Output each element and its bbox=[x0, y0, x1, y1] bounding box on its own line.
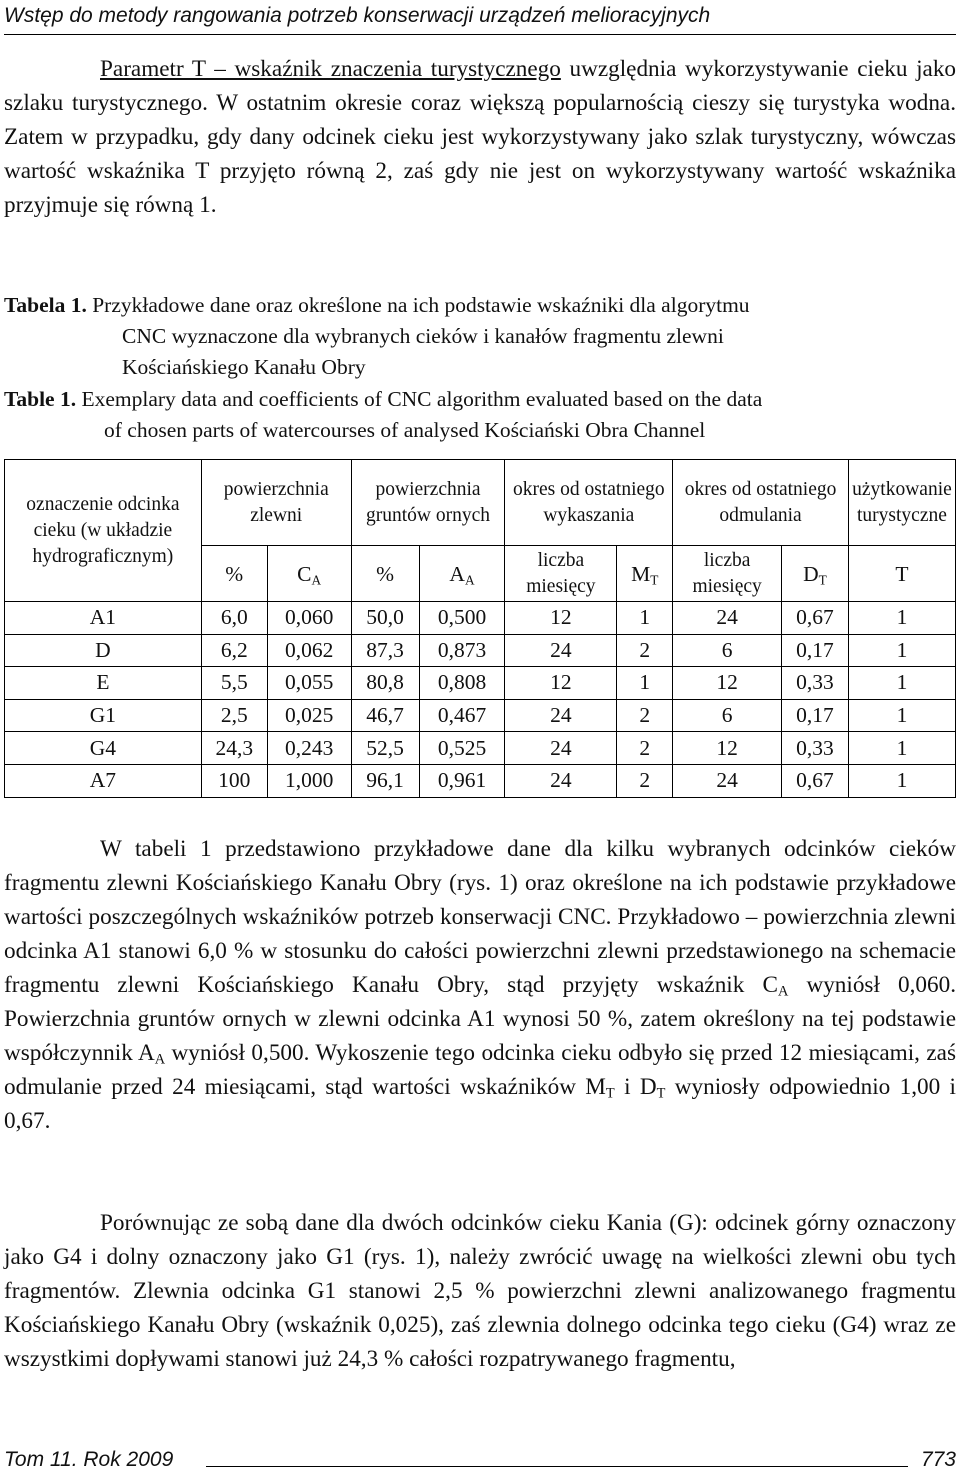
unit-ca: $C_A$ bbox=[267, 546, 351, 602]
table-cell: 12 bbox=[673, 732, 782, 765]
footer-journal: Tom 11. Rok 2009 bbox=[4, 1448, 174, 1471]
table-cell: 12 bbox=[505, 602, 617, 635]
header-arable-land: powierzchnia gruntów ornych bbox=[351, 460, 505, 546]
table-cell: 1 bbox=[848, 732, 955, 765]
table-cell: 24 bbox=[673, 602, 782, 635]
table-cell: 1 bbox=[617, 602, 673, 635]
table-cell: 12 bbox=[673, 667, 782, 700]
table-cell: 12 bbox=[505, 667, 617, 700]
caption-text: CNC wyznaczone dla wybranych cieków i kanałów fragmentu zlewni bbox=[122, 324, 724, 348]
caption-text: of chosen parts of watercourses of analysed Kościański Obra Channel bbox=[104, 418, 706, 442]
table-cell: 0,525 bbox=[419, 732, 505, 765]
table-cell: E bbox=[5, 667, 202, 700]
table-cell: 2 bbox=[617, 764, 673, 797]
table-cell: 0,67 bbox=[782, 764, 849, 797]
unit-percent: % bbox=[201, 546, 267, 602]
header-section: oznaczenie odcinka cieku (w układzie hydrograficznym) bbox=[5, 460, 202, 602]
table-cell: 100 bbox=[201, 764, 267, 797]
unit-mt: $M_T$ bbox=[617, 546, 673, 602]
table-cell: 0,17 bbox=[782, 634, 849, 667]
table-cell: 0,055 bbox=[267, 667, 351, 700]
table-cell: 0,17 bbox=[782, 699, 849, 732]
table-cell: 0,060 bbox=[267, 602, 351, 635]
table-cell: 0,33 bbox=[782, 667, 849, 700]
table-cell: 1 bbox=[848, 699, 955, 732]
table-cell: 6,0 bbox=[201, 602, 267, 635]
header-mowing-period: okres od ostatniego wykaszania bbox=[505, 460, 673, 546]
table-cell: G4 bbox=[5, 732, 202, 765]
table-row bbox=[5, 764, 956, 797]
unit-percent: % bbox=[351, 546, 419, 602]
table-cell: 1 bbox=[617, 667, 673, 700]
unit-dt: $D_T$ bbox=[782, 546, 849, 602]
caption-text: Przykładowe dane oraz określone na ich podstawie wskaźniki dla algorytmu bbox=[86, 293, 750, 317]
table-cell: 2 bbox=[617, 634, 673, 667]
table-cell: 0,025 bbox=[267, 699, 351, 732]
table-cell: 96,1 bbox=[351, 764, 419, 797]
table-cell: 1 bbox=[848, 667, 955, 700]
caption-label: Table 1. bbox=[4, 387, 77, 411]
table-caption-pl bbox=[4, 290, 956, 383]
table-cell: 50,0 bbox=[351, 602, 419, 635]
table-cell: 0,961 bbox=[419, 764, 505, 797]
table-cell: 1,000 bbox=[267, 764, 351, 797]
table-cell: 2,5 bbox=[201, 699, 267, 732]
caption-label: Tabela 1. bbox=[4, 293, 87, 317]
table-row bbox=[5, 602, 956, 635]
table-cell: 1 bbox=[848, 602, 955, 635]
table-cell: 0,873 bbox=[419, 634, 505, 667]
table-cell: 6 bbox=[673, 634, 782, 667]
table-cell: A7 bbox=[5, 764, 202, 797]
table-cell: 24 bbox=[505, 699, 617, 732]
table-row bbox=[5, 699, 956, 732]
table-cell: 6,2 bbox=[201, 634, 267, 667]
table-row bbox=[5, 667, 956, 700]
header-rule bbox=[4, 34, 956, 35]
paragraph-table-discussion: W tabeli 1 przedstawiono przykładowe dane dla kilku wybranych odcinków cieków fragmentu zlewni Kościańskiego Kanału Obry (rys. 1) oraz określone na ich podstawie przykładowe wartości poszczególnych wskaźników potrzeb konserwacji CNC. Przykładowo – powierzchnia zlewni odcinka A1 stanowi 6,0 % w stosunku do całości powierzchni zlewni przedstawionego na schemacie fragmentu zlewni Kościańskiego Kanału Obry, stąd przyjęty wskaźnik $C_A$ wyniósł 0,060. Powierzchnia gruntów ornych w zlewni odcinka A1 wynosi 50 %, zatem określony na tej podstawie współczynnik $A_A$ wyniósł 0,500. Wykoszenie tego odcinka cieku odbyło się przed 12 miesiącami, zaś odmulanie przed 24 miesiącami, stąd wartości wskaźników $M_T$ i $D_T$ wyniosły odpowiednio 1,00 i 0,67. bbox=[4, 836, 957, 1134]
table-cell: 87,3 bbox=[351, 634, 419, 667]
table-row bbox=[5, 634, 956, 667]
table-cell: 24 bbox=[673, 764, 782, 797]
table-caption-en bbox=[4, 384, 956, 446]
table-cell: 0,33 bbox=[782, 732, 849, 765]
table-cell: D bbox=[5, 634, 202, 667]
table-body bbox=[5, 602, 956, 798]
table-cell: 0,467 bbox=[419, 699, 505, 732]
table-cell: 1 bbox=[848, 634, 955, 667]
table-cell: 0,67 bbox=[782, 602, 849, 635]
table-cell: 2 bbox=[617, 732, 673, 765]
paragraph-tourism-index bbox=[4, 52, 956, 222]
unit-t: T bbox=[848, 546, 955, 602]
table-cell: 0,062 bbox=[267, 634, 351, 667]
paragraph-text: uwzględnia wykorzystywanie cieku jako szlaku turystycznego. W ostatnim okresie coraz większą popularnością cieszy się turystyka wodna. Zatem w przypadku, gdy dany odcinek cieku jest wykorzystywany jako szlak turystyczny, wówczas wartość wskaźnika T przyjęto równą 2, zaś gdy nie jest on wykorzystywany wartość wskaźnika przyjmuje się równą 1. bbox=[4, 56, 957, 218]
table-cell: 5,5 bbox=[201, 667, 267, 700]
table-cell: 0,243 bbox=[267, 732, 351, 765]
table-cell: 6 bbox=[673, 699, 782, 732]
table-cell: 80,8 bbox=[351, 667, 419, 700]
footer-rule bbox=[206, 1466, 908, 1467]
table-cell: 24,3 bbox=[201, 732, 267, 765]
page-number: 773 bbox=[920, 1448, 956, 1471]
table-cell: G1 bbox=[5, 699, 202, 732]
running-head: Wstęp do metody rangowania potrzeb konserwacji urządzeń melioracyjnych bbox=[4, 4, 711, 27]
table-cell: 2 bbox=[617, 699, 673, 732]
term-underlined: Parametr T – wskaźnik znaczenia turystycznego bbox=[100, 56, 561, 82]
caption-text: Exemplary data and coefficients of CNC algorithm evaluated based on the data bbox=[76, 387, 763, 411]
table-cell: 24 bbox=[505, 634, 617, 667]
page-footer bbox=[4, 1448, 956, 1478]
header-tourism-use: użytkowanie turystyczne bbox=[848, 460, 955, 546]
paragraph-kania-comparison: Porównując ze sobą dane dla dwóch odcinków cieku Kania (G): odcinek górny oznaczony jako G4 i dolny oznaczony jako G1 (rys. 1), należy zwrócić uwagę na wielkości zlewni obu tych fragmentów. Zlewnia odcinka G1 stanowi 2,5 % powierzchni zlewni analizowanego fragmentu Kościańskiego Kanału Obry (wskaźnik 0,025), zaś zlewnia dolnego odcinka tego cieku (G4) wraz ze wszystkimi dopływami stanowi już 24,3 % całości rozpatrywanego fragmentu, bbox=[4, 1210, 956, 1372]
table-cell: 0,500 bbox=[419, 602, 505, 635]
header-desilting-period: okres od ostatniego odmulania bbox=[673, 460, 849, 546]
table-cell: 24 bbox=[505, 764, 617, 797]
table-cell: 1 bbox=[848, 764, 955, 797]
table-cell: 0,808 bbox=[419, 667, 505, 700]
table-row bbox=[5, 732, 956, 765]
unit-months: liczba miesięcy bbox=[505, 546, 617, 602]
header-catchment-area: powierzchnia zlewni bbox=[201, 460, 351, 546]
table-cell: 52,5 bbox=[351, 732, 419, 765]
unit-aa: $A_A$ bbox=[419, 546, 505, 602]
table-cell: 24 bbox=[505, 732, 617, 765]
table-cell: A1 bbox=[5, 602, 202, 635]
table-cell: 46,7 bbox=[351, 699, 419, 732]
unit-months: liczba miesięcy bbox=[673, 546, 782, 602]
caption-text: Kościańskiego Kanału Obry bbox=[122, 355, 366, 379]
data-table bbox=[4, 459, 956, 798]
